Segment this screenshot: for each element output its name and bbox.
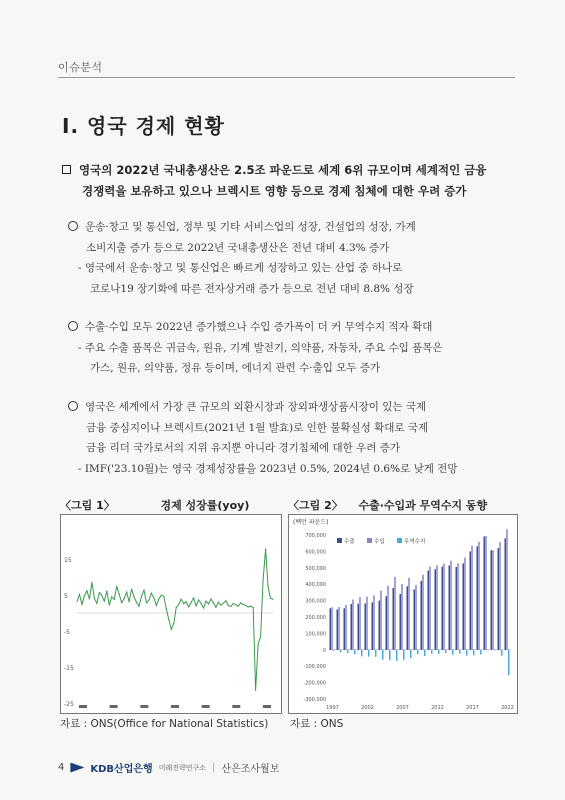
bar-수출	[393, 588, 394, 650]
bar-수입	[352, 599, 353, 649]
legend-label: 무역수지	[404, 539, 426, 545]
circle-bullet-icon	[68, 321, 78, 331]
institute-name: 미래전략연구소	[158, 763, 207, 772]
data-point	[272, 599, 273, 600]
x-tick-label: 2012	[431, 705, 444, 711]
data-point	[183, 603, 184, 604]
data-point	[265, 548, 266, 549]
y-tick-label: 300,000	[305, 598, 326, 605]
legend-label: 수출	[344, 539, 355, 545]
data-point	[245, 605, 246, 606]
bar-무역수지	[508, 650, 509, 675]
data-point	[255, 690, 256, 691]
circle-bullet-icon	[68, 221, 78, 231]
data-point	[109, 604, 110, 605]
y-tick-label: 100,000	[305, 631, 326, 638]
data-point	[171, 629, 172, 630]
bar-무역수지	[333, 650, 334, 651]
data-point	[166, 608, 167, 609]
y-tick-label: 200,000	[305, 615, 326, 621]
y-tick-label: 400,000	[305, 582, 326, 589]
bar-무역수지	[424, 650, 425, 656]
bar-무역수지	[431, 650, 432, 654]
bar-수입	[331, 607, 332, 649]
figure1-chart-frame	[60, 514, 282, 714]
data-point	[148, 599, 149, 600]
bar-수입	[373, 596, 374, 650]
paragraph-1	[68, 217, 520, 299]
bar-무역수지	[459, 650, 460, 654]
bar-수출	[442, 567, 443, 650]
bar-수출	[491, 550, 492, 650]
data-point	[213, 602, 214, 603]
x-tick-mark	[110, 705, 118, 708]
bar-수입	[436, 565, 437, 650]
data-point	[215, 607, 216, 608]
figure1-title: 경제 성장률(yoy)	[160, 499, 250, 512]
bar-무역수지	[452, 650, 453, 655]
bar-무역수지	[340, 650, 341, 652]
p1-line-1: 운송·창고 및 통신업, 정부 및 기타 서비스업의 성장, 건설업의 성장, 가계	[85, 221, 416, 233]
summary-block	[62, 160, 517, 202]
bar-수출	[365, 603, 366, 649]
y-tick-label: 0	[322, 647, 326, 654]
bar-수입	[506, 529, 507, 650]
growth-series-line	[77, 549, 273, 691]
data-point	[104, 601, 105, 602]
bar-수입	[359, 597, 360, 650]
bar-무역수지	[438, 650, 439, 654]
bar-수출	[463, 563, 464, 649]
data-point	[230, 606, 231, 607]
bar-수출	[379, 601, 380, 650]
y-tick-label: -5	[64, 629, 70, 636]
bar-무역수지	[494, 650, 495, 651]
x-tick-mark	[171, 705, 179, 708]
p3-line-3: 금융 리더 국가로서의 지위 유지뿐 아니라 경기침체에 대한 우려 증가	[86, 442, 401, 454]
x-tick-label: 2017	[466, 705, 479, 711]
p1-dash-2: 코로나19 장기화에 따른 전자상거래 증가 등으로 전년 대비 8.8% 성장	[90, 282, 414, 295]
x-tick-mark	[263, 705, 271, 708]
p1-dash-1: - 영국에서 운송·창고 및 통신업은 빠르게 성장하고 있는 산업 중 하나로	[78, 262, 403, 274]
bar-무역수지	[445, 650, 446, 653]
growth-rate-chart	[61, 515, 281, 713]
y-tick-label: 15	[64, 557, 72, 564]
bar-수출	[484, 536, 485, 649]
x-tick-label: 2022	[501, 705, 514, 711]
data-point	[258, 644, 259, 645]
data-point	[158, 598, 159, 599]
bar-수출	[477, 546, 478, 649]
bar-무역수지	[389, 650, 390, 660]
data-point	[262, 579, 263, 580]
bar-수입	[394, 577, 395, 650]
data-point	[124, 598, 125, 599]
bar-수출	[435, 569, 436, 650]
data-point	[225, 600, 226, 601]
bar-무역수지	[466, 650, 467, 656]
bar-무역수지	[473, 650, 474, 656]
bar-수입	[471, 546, 472, 650]
bar-무역수지	[403, 650, 404, 660]
bar-무역수지	[410, 650, 411, 658]
bar-수입	[422, 575, 423, 650]
data-point	[168, 619, 169, 620]
data-point	[106, 590, 107, 591]
data-point	[195, 605, 196, 606]
figure1-source: 자료 : ONS(Office for National Statistics)	[60, 718, 269, 730]
data-point	[126, 592, 127, 593]
figure2-label: 〈그림 2〉	[288, 499, 343, 512]
y-tick-label: -100,000	[303, 664, 326, 671]
data-point	[136, 602, 137, 603]
y-axis-unit-label: (백만 파운드)	[293, 519, 329, 526]
section-title: Ⅰ. 영국 경제 현황	[62, 114, 225, 138]
y-tick-label: 5	[64, 593, 68, 600]
data-point	[146, 602, 147, 603]
data-point	[270, 598, 271, 599]
x-tick-mark	[202, 705, 210, 708]
data-point	[223, 603, 224, 604]
data-point	[119, 594, 120, 595]
y-tick-label: -200,000	[303, 680, 326, 687]
data-point	[208, 603, 209, 604]
paragraph-2	[68, 317, 520, 379]
p2-dash-2: 가스, 원유, 의약품, 정유 등이며, 에너지 관련 수·출입 모두 증가	[90, 362, 381, 374]
data-point	[91, 582, 92, 583]
data-point	[253, 607, 254, 608]
bar-수출	[505, 538, 506, 650]
data-point	[193, 597, 194, 598]
data-point	[116, 586, 117, 587]
bar-무역수지	[396, 650, 397, 661]
data-point	[181, 599, 182, 600]
page-footer	[58, 760, 279, 775]
y-tick-label: -15	[64, 665, 74, 672]
data-point	[250, 606, 251, 607]
bar-수입	[429, 566, 430, 649]
data-point	[228, 605, 229, 606]
bar-수입	[443, 564, 444, 650]
p2-line-1: 수출·수입 모두 2022년 증가했으나 수입 증가폭이 더 커 무역수지 적자 확대	[85, 321, 433, 333]
data-point	[203, 607, 204, 608]
data-point	[141, 595, 142, 596]
data-point	[161, 594, 162, 595]
data-point	[191, 602, 192, 603]
page-number: 4	[58, 762, 65, 773]
x-tick-label: 1997	[326, 705, 339, 711]
bar-무역수지	[368, 650, 369, 657]
data-point	[99, 592, 100, 593]
data-point	[220, 604, 221, 605]
x-tick-label: 2002	[361, 705, 374, 711]
bar-무역수지	[382, 650, 383, 660]
bar-수출	[358, 604, 359, 650]
bar-무역수지	[417, 650, 418, 654]
bar-수출	[400, 594, 401, 650]
bar-수출	[421, 581, 422, 650]
bar-수출	[470, 551, 471, 649]
bar-수입	[457, 563, 458, 650]
data-point	[86, 590, 87, 591]
figure1-caption	[60, 497, 249, 513]
legend-label: 수입	[374, 539, 385, 545]
data-point	[94, 598, 95, 599]
bar-무역수지	[487, 650, 488, 651]
y-tick-label: 600,000	[305, 549, 326, 556]
data-point	[198, 599, 199, 600]
data-point	[111, 596, 112, 597]
x-tick-mark	[232, 705, 240, 708]
data-point	[138, 606, 139, 607]
data-point	[156, 605, 157, 606]
y-tick-label: -25	[64, 701, 74, 708]
figure2-caption	[288, 497, 487, 513]
bar-수출	[428, 570, 429, 649]
data-point	[218, 602, 219, 603]
data-point	[163, 596, 164, 597]
bar-수입	[450, 561, 451, 650]
y-tick-label: 700,000	[305, 533, 326, 539]
bar-수입	[499, 542, 500, 650]
bar-수입	[408, 578, 409, 650]
bar-수출	[498, 548, 499, 650]
bar-수입	[492, 550, 493, 650]
bar-수입	[464, 558, 465, 650]
circle-bullet-icon	[68, 401, 78, 411]
data-point	[133, 597, 134, 598]
data-point	[176, 607, 177, 608]
bar-수입	[387, 586, 388, 650]
data-point	[121, 602, 122, 603]
paragraph-3	[68, 397, 520, 479]
data-point	[233, 603, 234, 604]
data-point	[188, 606, 189, 607]
legend-swatch	[397, 538, 402, 543]
data-point	[248, 606, 249, 607]
legend-swatch	[337, 538, 342, 543]
bar-수입	[485, 536, 486, 650]
bar-수입	[478, 542, 479, 650]
data-point	[210, 598, 211, 599]
data-point	[153, 597, 154, 598]
data-point	[243, 604, 244, 605]
bar-수입	[338, 607, 339, 650]
bar-무역수지	[375, 650, 376, 657]
bar-무역수지	[354, 650, 355, 655]
bar-무역수지	[347, 650, 348, 653]
bar-수출	[351, 604, 352, 650]
data-point	[151, 593, 152, 594]
y-tick-label: 500,000	[305, 565, 326, 572]
kdb-logo-icon	[70, 763, 84, 773]
bar-수입	[345, 605, 346, 650]
bar-수출	[449, 566, 450, 650]
data-point	[131, 589, 132, 590]
data-point	[129, 601, 130, 602]
data-point	[81, 604, 82, 605]
p1-line-2: 소비지출 증가 등으로 2022년 국내총생산은 전년 대비 4.3% 증가	[86, 241, 390, 254]
p3-line-1: 영국은 세계에서 가장 큰 규모의 외환시장과 장외파생상품시장이 있는 국제	[85, 401, 427, 413]
p3-dash-1: - IMF('23.10월)는 영국 경제성장률을 2023년 0.5%, 2024년 0.6%로 낮게 전망	[78, 462, 458, 475]
bar-수출	[330, 608, 331, 649]
bar-수입	[401, 584, 402, 650]
figure2-chart-frame	[288, 514, 518, 714]
data-point	[89, 598, 90, 599]
data-point	[114, 599, 115, 600]
data-point	[96, 603, 97, 604]
data-point	[143, 590, 144, 591]
p2-dash-1: - 주요 수출 품목은 귀금속, 원유, 기계 발전기, 의약품, 자동차, 주요 수입 품목은	[78, 341, 443, 354]
bar-수출	[407, 586, 408, 649]
figure2-title: 수출·수입과 무역수지 동향	[358, 499, 488, 512]
bar-수출	[456, 567, 457, 650]
x-tick-label: 2007	[396, 705, 409, 711]
bank-name: KDB산업은행	[90, 764, 153, 775]
data-point	[173, 623, 174, 624]
bar-수출	[337, 609, 338, 649]
bar-무역수지	[361, 650, 362, 657]
data-point	[235, 604, 236, 605]
bar-수입	[366, 597, 367, 650]
data-point	[76, 601, 77, 602]
data-point	[84, 595, 85, 596]
data-point	[186, 601, 187, 602]
data-point	[240, 602, 241, 603]
data-point	[200, 603, 201, 604]
figure1-label: 〈그림 1〉	[60, 499, 115, 512]
bar-무역수지	[501, 650, 502, 656]
data-point	[238, 606, 239, 607]
data-point	[79, 594, 80, 595]
bar-수입	[380, 591, 381, 650]
x-tick-mark	[140, 705, 148, 708]
summary-line-2: 경쟁력을 보유하고 있으나 브렉시트 영향 등으로 경제 침체에 대한 우려 증가	[82, 184, 467, 198]
y-tick-label: -300,000	[303, 697, 326, 703]
data-point	[178, 604, 179, 605]
figure2-source: 자료 : ONS	[290, 718, 344, 730]
checkbox-bullet-icon	[62, 165, 71, 174]
x-tick-mark	[79, 705, 87, 708]
legend-swatch	[367, 538, 372, 543]
bar-수출	[414, 589, 415, 649]
footer-separator: |	[212, 762, 216, 773]
publication-name: 산은조사월보	[221, 764, 280, 775]
bar-무역수지	[480, 650, 481, 655]
bar-수입	[415, 585, 416, 650]
bar-수출	[386, 596, 387, 650]
data-point	[205, 601, 206, 602]
data-point	[260, 636, 261, 637]
header-divider	[58, 77, 515, 78]
bar-수출	[344, 608, 345, 649]
bar-수출	[372, 602, 373, 649]
summary-line-1: 영국의 2022년 국내총생산은 2.5조 파운드로 세계 6위 규모이며 세계적인 금융	[79, 163, 487, 177]
data-point	[267, 586, 268, 587]
p3-line-2: 금융 중심지이나 브렉시트(2021년 1월 발효)로 인한 불확실성 확대로 국제	[86, 421, 429, 434]
header-label: 이슈분석	[58, 61, 103, 74]
trade-chart	[289, 515, 517, 713]
data-point	[101, 595, 102, 596]
